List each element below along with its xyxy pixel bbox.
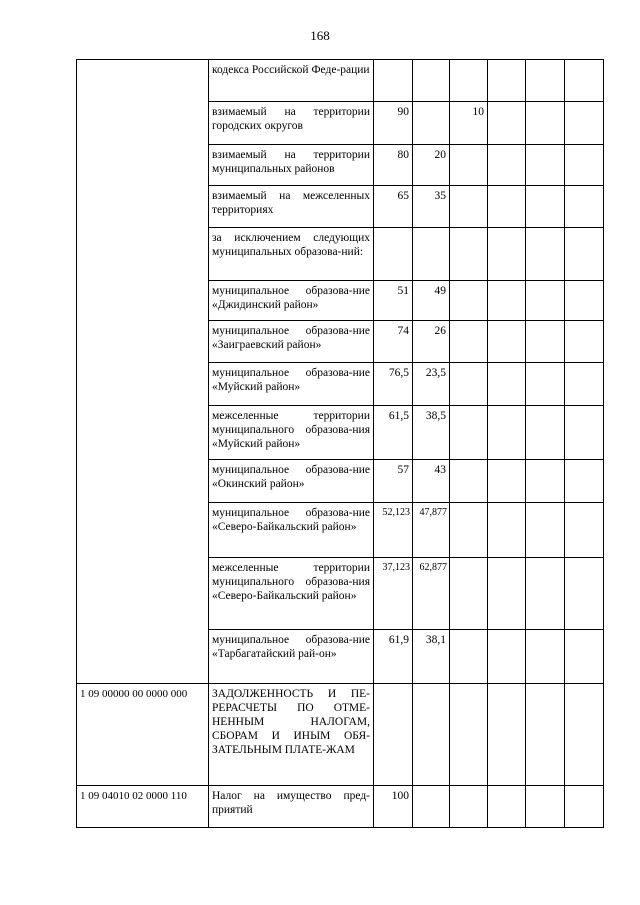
income-name-cell: муниципальное образова-ние «Муйский район» (209, 363, 374, 406)
budget-code-cell (77, 60, 209, 684)
value-cell: 51 (374, 281, 413, 321)
value-cell (526, 281, 565, 321)
value-cell: 49 (413, 281, 450, 321)
value-cell (413, 228, 450, 281)
value-cell (565, 145, 604, 186)
value-cell (565, 281, 604, 321)
value-cell: 100 (374, 786, 413, 828)
value-cell (526, 786, 565, 828)
value-cell (488, 60, 526, 102)
value-cell (413, 684, 450, 786)
value-cell (526, 186, 565, 228)
value-cell (450, 321, 488, 363)
income-name-cell: межселенные территории муниципального образова-ния «Муйский район» (209, 406, 374, 460)
value-cell (450, 558, 488, 630)
value-cell: 10 (450, 102, 488, 145)
income-name-cell: за исключением следующих муниципальных образова-ний: (209, 228, 374, 281)
value-cell: 80 (374, 145, 413, 186)
value-cell: 38,1 (413, 630, 450, 684)
value-cell (526, 406, 565, 460)
value-cell (450, 503, 488, 558)
value-cell: 38,5 (413, 406, 450, 460)
value-cell (565, 630, 604, 684)
value-cell (565, 321, 604, 363)
value-cell (450, 60, 488, 102)
value-cell (488, 630, 526, 684)
value-cell: 52,123 (374, 503, 413, 558)
value-cell (565, 60, 604, 102)
value-cell (526, 60, 565, 102)
value-cell (488, 684, 526, 786)
value-cell (565, 363, 604, 406)
value-cell (450, 406, 488, 460)
table-row (77, 684, 604, 786)
value-cell (374, 60, 413, 102)
value-cell (488, 786, 526, 828)
value-cell: 62,877 (413, 558, 450, 630)
value-cell: 57 (374, 460, 413, 503)
value-cell (526, 363, 565, 406)
income-name-cell: Налог на имущество пред-приятий (209, 786, 374, 828)
value-cell (488, 281, 526, 321)
income-name-cell: ЗАДОЛЖЕННОСТЬ И ПЕ-РЕРАСЧЕТЫ ПО ОТМЕ-НЕННЫМ НАЛОГАМ, СБОРАМ И ИНЫМ ОБЯ-ЗАТЕЛЬНЫМ ПЛАТЕ-ЖАМ (209, 684, 374, 786)
value-cell (526, 321, 565, 363)
value-cell (488, 102, 526, 145)
value-cell (526, 503, 565, 558)
value-cell (450, 186, 488, 228)
value-cell (450, 281, 488, 321)
budget-code-cell: 1 09 00000 00 0000 000 (77, 684, 209, 786)
value-cell: 74 (374, 321, 413, 363)
value-cell: 23,5 (413, 363, 450, 406)
value-cell: 26 (413, 321, 450, 363)
value-cell (374, 684, 413, 786)
value-cell: 90 (374, 102, 413, 145)
value-cell (450, 363, 488, 406)
value-cell: 47,877 (413, 503, 450, 558)
value-cell (565, 186, 604, 228)
value-cell (488, 228, 526, 281)
value-cell (526, 228, 565, 281)
value-cell (450, 630, 488, 684)
value-cell (565, 786, 604, 828)
income-name-cell: муниципальное образова-ние «Заиграевский район» (209, 321, 374, 363)
income-name-cell: муниципальное образова-ние «Джидинский район» (209, 281, 374, 321)
value-cell (565, 503, 604, 558)
value-cell (565, 228, 604, 281)
table-row (77, 60, 604, 102)
value-cell (488, 321, 526, 363)
value-cell (488, 145, 526, 186)
income-name-cell: взимаемый на территории городских округов (209, 102, 374, 145)
value-cell: 37,123 (374, 558, 413, 630)
value-cell (488, 460, 526, 503)
value-cell (450, 684, 488, 786)
income-name-cell: межселенные территории муниципального образова-ния «Северо-Байкальский район» (209, 558, 374, 630)
value-cell: 76,5 (374, 363, 413, 406)
value-cell: 20 (413, 145, 450, 186)
income-name-cell: муниципальное образова-ние «Северо-Байкальский район» (209, 503, 374, 558)
value-cell (450, 786, 488, 828)
value-cell (413, 102, 450, 145)
budget-code-cell: 1 09 04010 02 0000 110 (77, 786, 209, 828)
value-cell (488, 406, 526, 460)
value-cell (450, 228, 488, 281)
income-name-cell: кодекса Российской Феде-рации (209, 60, 374, 102)
value-cell (526, 460, 565, 503)
value-cell (488, 503, 526, 558)
value-cell: 65 (374, 186, 413, 228)
value-cell (450, 460, 488, 503)
income-name-cell: муниципальное образова-ние «Тарбагатайский рай-он» (209, 630, 374, 684)
value-cell: 61,9 (374, 630, 413, 684)
value-cell (488, 186, 526, 228)
value-cell: 35 (413, 186, 450, 228)
value-cell (488, 363, 526, 406)
value-cell (565, 684, 604, 786)
value-cell: 43 (413, 460, 450, 503)
page-number: 168 (310, 28, 330, 43)
income-name-cell: муниципальное образова-ние «Окинский район» (209, 460, 374, 503)
value-cell (526, 145, 565, 186)
value-cell (565, 558, 604, 630)
value-cell (526, 102, 565, 145)
income-name-cell: взимаемый на межселенных территориях (209, 186, 374, 228)
value-cell (413, 60, 450, 102)
value-cell (526, 630, 565, 684)
value-cell (526, 684, 565, 786)
value-cell: 61,5 (374, 406, 413, 460)
value-cell (565, 460, 604, 503)
value-cell (565, 406, 604, 460)
value-cell (413, 786, 450, 828)
value-cell (526, 558, 565, 630)
budget-distribution-table (76, 59, 604, 828)
value-cell (450, 145, 488, 186)
value-cell (488, 558, 526, 630)
value-cell (565, 102, 604, 145)
income-name-cell: взимаемый на территории муниципальных районов (209, 145, 374, 186)
table-row (77, 786, 604, 828)
value-cell (374, 228, 413, 281)
